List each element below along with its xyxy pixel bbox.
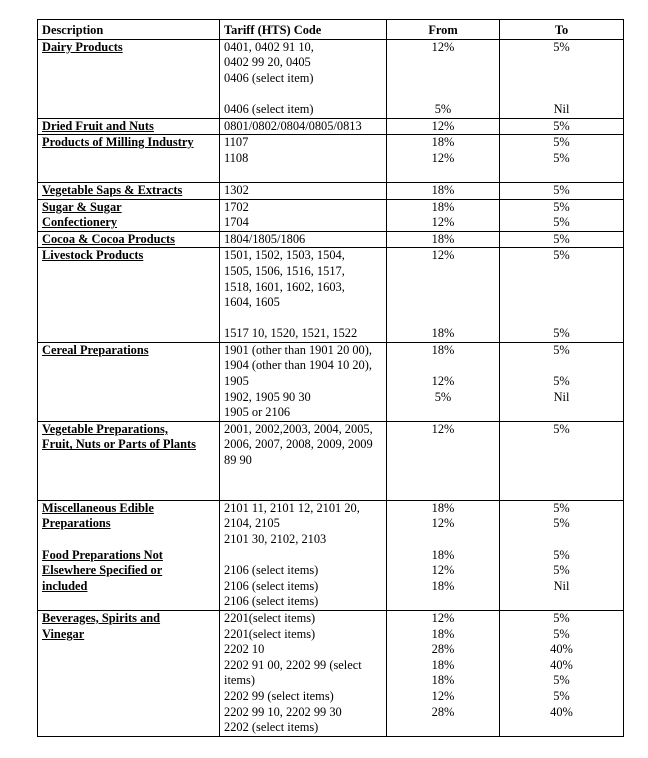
rate-from-text: 18% [431,326,455,341]
rate-from-cell [387,610,500,736]
rate-to-text: 5% [553,135,570,150]
blank-line [504,86,619,102]
description-text: Vegetable Saps & Extracts [42,182,183,197]
blank-line [391,280,495,296]
tariff-code-text: 0406 (select item) [224,70,314,85]
blank-line [391,532,495,548]
tariff-code-text: 1901 (other than 1901 20 00), [224,342,372,357]
rate-to-text: 5% [553,610,570,625]
tariff-code-text: 1517 10, 1520, 1521, 1522 [224,326,358,341]
description-text: Vegetable Preparations, [42,421,168,436]
rate-to-cell [500,118,624,135]
table-row [38,39,624,118]
tariff-code-text: 2106 (select items) [224,578,319,593]
blank-line [224,86,382,102]
tariff-code-text: 1905 [224,374,249,389]
description-text: Dried Fruit and Nuts [42,118,154,133]
rate-from-text: 12% [431,610,455,625]
tariff-code-text: 1704 [224,215,249,230]
tariff-code-cell [220,421,387,500]
rate-from-text: 12% [431,516,455,531]
rate-to-text: 5% [553,199,570,214]
tariff-code-text: 1505, 1506, 1516, 1517, [224,263,345,278]
table-header-row [38,20,624,40]
blank-line [504,295,619,311]
rate-to-cell [500,610,624,736]
rate-from-text: 12% [431,248,455,263]
tariff-code-cell [220,248,387,343]
rate-from-text: 5% [434,101,452,116]
tariff-code-cell [220,182,387,199]
tariff-code-text: 2201(select items) [224,610,316,625]
description-text: Dairy Products [42,39,123,54]
tariff-code-text: 2106 (select items) [224,594,319,609]
rate-from-text: 18% [431,342,455,357]
blank-line [391,405,495,421]
tariff-code-text: 0801/0802/0804/0805/0813 [224,118,362,133]
description-cell [38,39,220,118]
rate-to-text: 5% [553,547,570,562]
tariff-table [37,19,624,737]
rate-from-text: 18% [431,578,455,593]
rate-to-text: 5% [553,374,570,389]
description-cell [38,342,220,421]
rate-to-cell [500,182,624,199]
rate-to-text: Nil [553,101,570,116]
blank-line [504,280,619,296]
blank-line [42,532,215,548]
tariff-code-text: 2104, 2105 [224,516,280,531]
rate-from-text: 12% [431,215,455,230]
blank-line [391,311,495,327]
tariff-code-text: 2202 10 [224,642,265,657]
tariff-code-text: 1107 [224,135,249,150]
blank-line [504,55,619,71]
rate-from-cell [387,500,500,610]
rate-to-text: 5% [553,500,570,515]
blank-line [391,295,495,311]
rate-from-cell [387,118,500,135]
rate-from-text: 12% [431,421,455,436]
rate-from-text: 18% [431,231,455,246]
rate-from-text: 12% [431,118,455,133]
rate-from-text: 28% [431,704,455,719]
description-text: Cocoa & Cocoa Products [42,231,175,246]
rate-to-cell [500,39,624,118]
rate-to-cell [500,199,624,231]
rate-from-text: 28% [431,642,455,657]
rate-to-text: 5% [553,516,570,531]
tariff-code-cell [220,135,387,183]
table-row [38,500,624,610]
rate-from-cell [387,199,500,231]
blank-line [391,55,495,71]
description-cell [38,182,220,199]
description-cell [38,421,220,500]
rate-to-cell [500,135,624,183]
tariff-code-text: 1905 or 2106 [224,405,291,420]
rate-from-text: 18% [431,500,455,515]
rate-from-text: 18% [431,547,455,562]
tariff-code-text: 2202 99 (select items) [224,688,334,703]
description-text: Fruit, Nuts or Parts of Plants [42,437,196,452]
blank-line [391,71,495,87]
description-cell [38,118,220,135]
description-text: Sugar & Sugar [42,199,122,214]
header-from: From [387,20,500,40]
header-tariff-code: Tariff (HTS) Code [220,20,387,40]
tariff-code-text: 2106 (select items) [224,563,319,578]
rate-from-cell [387,231,500,248]
rate-to-text: 5% [553,326,570,341]
description-text: Cereal Preparations [42,342,149,357]
description-cell [38,248,220,343]
rate-to-text: 5% [553,39,570,54]
header-description: Description [38,20,220,40]
description-text: Confectionery [42,215,118,230]
description-text: Elsewhere Specified or [42,563,163,578]
rate-to-text: 5% [553,118,570,133]
tariff-code-text: 2202 (select items) [224,720,319,735]
rate-to-text: 5% [553,231,570,246]
table-row [38,231,624,248]
blank-line [224,311,382,327]
tariff-code-cell [220,610,387,736]
tariff-code-text: 1702 [224,199,249,214]
blank-line [504,264,619,280]
table-row [38,118,624,135]
blank-line [224,484,382,500]
blank-line [391,166,495,182]
rate-to-text: 40% [550,704,573,719]
description-text: Products of Milling Industry [42,135,194,150]
tariff-code-text: 2201(select items) [224,626,316,641]
tariff-code-text: 1904 (other than 1904 10 20), [224,358,372,373]
tariff-code-text: 89 90 [224,453,252,468]
blank-line [391,469,495,485]
rate-to-cell [500,342,624,421]
description-cell [38,135,220,183]
rate-from-text: 18% [431,182,455,197]
description-text: Vinegar [42,626,85,641]
rate-to-text: 5% [553,215,570,230]
rate-from-text: 18% [431,199,455,214]
tariff-code-text: 1902, 1905 90 30 [224,389,311,404]
rate-from-text: 12% [431,563,455,578]
blank-line [224,166,382,182]
rate-from-text: 12% [431,374,455,389]
tariff-code-cell [220,342,387,421]
description-text: included [42,578,88,593]
blank-line [504,71,619,87]
blank-line [391,86,495,102]
rate-to-text: 5% [553,688,570,703]
blank-line [504,532,619,548]
blank-line [391,437,495,453]
rate-from-text: 18% [431,135,455,150]
blank-line [504,166,619,182]
blank-line [504,437,619,453]
table-row [38,248,624,343]
blank-line [224,548,382,564]
rate-from-text: 18% [431,673,455,688]
blank-line [504,453,619,469]
rate-from-text: 12% [431,688,455,703]
description-text: Beverages, Spirits and [42,610,161,625]
description-text: Miscellaneous Edible [42,500,154,515]
rate-to-text: Nil [553,389,570,404]
blank-line [504,594,619,610]
description-text: Livestock Products [42,248,144,263]
rate-from-text: 12% [431,39,455,54]
table-row [38,199,624,231]
tariff-code-cell [220,118,387,135]
table-row [38,610,624,736]
rate-to-text: 5% [553,421,570,436]
rate-to-text: Nil [553,578,570,593]
table-row [38,135,624,183]
rate-from-text: 18% [431,626,455,641]
description-cell [38,500,220,610]
blank-line [391,594,495,610]
rate-to-text: 5% [553,626,570,641]
blank-line [224,469,382,485]
tariff-code-text: 2101 30, 2102, 2103 [224,532,327,546]
rate-from-text: 18% [431,657,455,672]
rate-from-text: 5% [434,389,452,404]
tariff-code-text: 1604, 1605 [224,295,280,310]
tariff-code-text: 1518, 1601, 1602, 1603, [224,279,345,294]
rate-to-cell [500,500,624,610]
rate-from-cell [387,342,500,421]
tariff-code-text: 2001, 2002,2003, 2004, 2005, [224,421,373,436]
header-to: To [500,20,624,40]
blank-line [391,720,495,736]
tariff-code-text: 1302 [224,182,249,197]
rate-from-cell [387,135,500,183]
table-row [38,342,624,421]
rate-to-text: 5% [553,342,570,357]
blank-line [391,358,495,374]
rate-to-text: 40% [550,642,573,657]
blank-line [504,469,619,485]
rate-to-text: 5% [553,182,570,197]
tariff-code-text: 1501, 1502, 1503, 1504, [224,248,345,263]
rate-from-cell [387,39,500,118]
rate-to-cell [500,231,624,248]
table-row [38,421,624,500]
tariff-code-text: 0401, 0402 91 10, [224,39,314,54]
tariff-code-text: 1108 [224,150,249,165]
table-row [38,182,624,199]
rate-to-text: 5% [553,563,570,578]
tariff-code-text: 2006, 2007, 2008, 2009, 2009 [224,437,373,452]
tariff-code-text: items) [224,673,255,688]
tariff-code-text: 0406 (select item) [224,101,314,116]
blank-line [391,264,495,280]
rate-from-cell [387,421,500,500]
blank-line [504,484,619,500]
table-body [38,39,624,736]
rate-from-cell [387,248,500,343]
tariff-code-text: 2202 99 10, 2202 99 30 [224,704,342,719]
blank-line [504,720,619,736]
rate-to-text: 5% [553,150,570,165]
rate-to-text: 5% [553,248,570,263]
description-cell [38,231,220,248]
description-cell [38,610,220,736]
blank-line [391,453,495,469]
description-text: Preparations [42,516,111,531]
tariff-code-text: 2101 11, 2101 12, 2101 20, [224,500,360,515]
tariff-code-text: 0402 99 20, 0405 [224,55,311,70]
description-text: Food Preparations Not [42,547,163,562]
tariff-code-text: 1804/1805/1806 [224,231,306,246]
tariff-code-cell [220,500,387,610]
tariff-code-cell [220,39,387,118]
description-cell [38,199,220,231]
tariff-code-cell [220,199,387,231]
tariff-code-text: 2202 91 00, 2202 99 (select [224,657,362,672]
rate-to-cell [500,248,624,343]
blank-line [504,358,619,374]
tariff-code-cell [220,231,387,248]
rate-to-text: 5% [553,673,570,688]
blank-line [504,311,619,327]
rate-from-text: 12% [431,150,455,165]
rate-to-cell [500,421,624,500]
blank-line [391,484,495,500]
blank-line [504,405,619,421]
rate-from-cell [387,182,500,199]
rate-to-text: 40% [550,657,573,672]
